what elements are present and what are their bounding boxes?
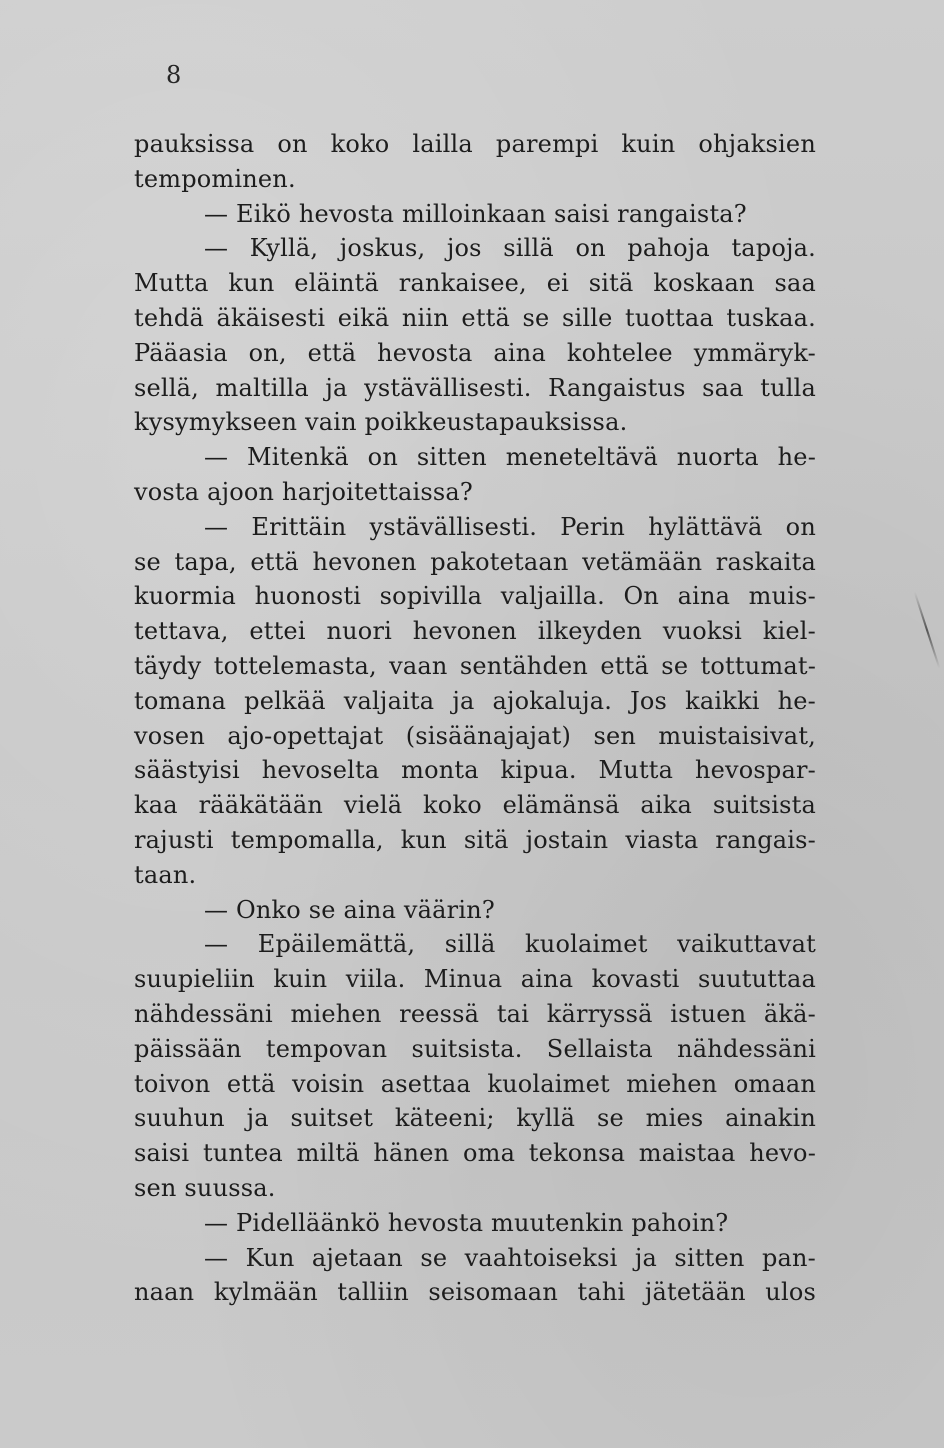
text-line: täydy tottelemasta, vaan sentähden että se tottumat- (134, 651, 816, 680)
text-line: toivon että voisin asettaa kuolaimet miehen omaan (134, 1069, 816, 1098)
text-line: kuormia huonosti sopivilla valjailla. On aina muis- (134, 582, 816, 611)
text-line: tehdä äkäisesti eikä niin että se sille tuottaa tuskaa. (134, 303, 816, 332)
dialogue-line: — Kyllä, joskus, jos sillä on pahoja tapoja. (204, 234, 816, 263)
text-line: naan kylmään talliin seisomaan tahi jätetään ulos (134, 1278, 816, 1307)
dialogue-line: — Pidelläänkö hevosta muutenkin pahoin? (204, 1208, 729, 1237)
dialogue-line: — Kun ajetaan se vaahtoiseksi ja sitten pan- (204, 1243, 816, 1272)
text-line: saisi tuntea miltä hänen oma tekonsa maistaa hevo- (134, 1139, 816, 1168)
body-text (134, 127, 816, 1310)
page-edge-mark (914, 592, 941, 669)
text-line: suuhun ja suitset käteeni; kyllä se mies ainakin (134, 1104, 816, 1133)
dialogue-line: — Epäilemättä, sillä kuolaimet vaikuttavat (204, 930, 816, 959)
text-line: pauksissa on koko lailla parempi kuin ohjaksien (134, 130, 816, 158)
dialogue-line: — Onko se aina väärin? (204, 895, 495, 924)
text-line: se tapa, että hevonen pakotetaan vetämään raskaita (134, 547, 816, 576)
text-line: tomana pelkää valjaita ja ajokaluja. Jos kaikki he- (134, 686, 816, 715)
text-line: Mutta kun eläintä rankaisee, ei sitä koskaan saa (134, 269, 816, 298)
dialogue-line: — Mitenkä on sitten meneteltävä nuorta he- (204, 443, 816, 472)
page-number: 8 (166, 61, 182, 89)
dialogue-line: — Erittäin ystävällisesti. Perin hylättävä on (204, 512, 816, 541)
text-line: tettava, ettei nuori hevonen ilkeyden vuoksi kiel- (134, 617, 816, 646)
text-line: rajusti tempomalla, kun sitä jostain viasta rangais- (134, 825, 816, 854)
text-line: tempominen. (134, 164, 296, 193)
text-line: säästyisi hevoselta monta kipua. Mutta hevospar- (134, 756, 816, 785)
text-line: nähdessäni miehen reessä tai kärryssä istuen äkä- (134, 999, 816, 1028)
text-line: taan. (134, 860, 197, 889)
text-line: suupieliin kuin viila. Minua aina kovasti suututtaa (134, 965, 816, 994)
text-line: päissään tempovan suitsista. Sellaista nähdessäni (134, 1034, 816, 1063)
text-line: vosen ajo-opettajat (sisäänajajat) sen muistaisivat, (134, 721, 816, 750)
dialogue-line: — Eikö hevosta milloinkaan saisi rangaista? (204, 199, 747, 228)
text-line: sellä, maltilla ja ystävällisesti. Rangaistus saa tulla (134, 373, 816, 402)
text-line: kysymykseen vain poikkeustapauksissa. (134, 408, 628, 437)
text-line: kaa rääkätään vielä koko elämänsä aika suitsista (134, 791, 816, 820)
text-line: sen suussa. (134, 1173, 276, 1202)
text-line: vosta ajoon harjoitettaissa? (134, 477, 473, 506)
text-line: Pääasia on, että hevosta aina kohtelee ymmäryk- (134, 338, 816, 367)
